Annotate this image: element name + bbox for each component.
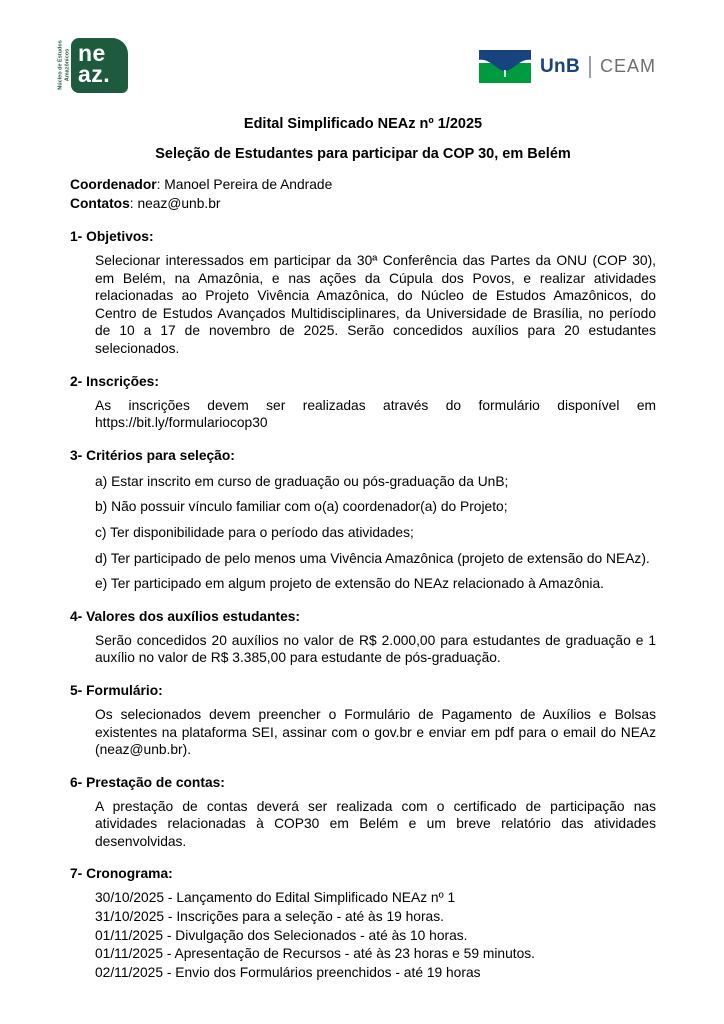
neaz-side-line2: Amazônicos: [63, 48, 70, 82]
contact-block: [70, 176, 656, 213]
section-body: A prestação de contas deverá ser realizada com o certificado de participação nas atividades relacionadas à COP30 em Belém e um breve relatório das atividades desenvolvidas.: [95, 798, 656, 849]
section-heading: 3- Critérios para seleção:: [70, 447, 235, 463]
coordinator-label: Coordenador: [70, 177, 157, 192]
section-criterios: [70, 447, 656, 593]
logo-divider: [589, 56, 591, 78]
schedule-line: 01/11/2025 - Apresentação de Recursos - até às 23 horas e 59 minutos.: [95, 946, 535, 962]
criteria-item-d: d) Ter participado de pelo menos uma Vivência Amazônica (projeto de extensão do NEAz).: [95, 550, 650, 566]
section-prestacao: [70, 774, 656, 851]
schedule-line: 01/11/2025 - Divulgação dos Selecionados - até às 10 horas.: [95, 927, 468, 943]
neaz-logo-line1: ne: [78, 39, 106, 66]
section-body-line: As inscrições devem ser realizadas através do formulário disponível em: [95, 397, 656, 413]
contacts-line: [70, 195, 656, 214]
section-body: Serão concedidos 20 auxílios no valor de R$ 2.000,00 para estudantes de graduação e 1 auxílio no valor de R$ 3.385,00 para estudante de pós-graduação.: [95, 632, 656, 666]
form-url: https://bit.ly/formulariocop30: [95, 415, 268, 431]
neaz-logo-icon: [71, 38, 128, 93]
ceam-wordmark: CEAM: [599, 56, 656, 76]
coordinator-value: : Manoel Pereira de Andrade: [156, 177, 333, 192]
section-heading: 1- Objetivos:: [70, 229, 154, 244]
neaz-side-line1: Núcleo de Estudos: [57, 40, 63, 90]
neaz-logo-side-text: [56, 37, 71, 93]
neaz-logo: [56, 37, 128, 93]
criteria-item-a: a) Estar inscrito em curso de graduação ou pós-graduação da UnB;: [95, 473, 509, 489]
section-body: Selecionar interessados em participar da 30ª Conferência das Partes da ONU (COP 30), em Belém, na Amazônia, e nas ações da Cúpula dos Povos, e realizar atividades relacionadas ao Projeto Vivência Amazônica, do Núcleo de Estudos Amazônicos, do Centro de Estudos Avançados Multidisciplinares, da Universidade de Brasília, no período de 10 a 17 de novembro de 2025. Serão concedidos auxílios para 20 estudantes selecionados.: [95, 253, 656, 356]
section-inscricoes: [70, 373, 656, 432]
criteria-item-c: c) Ter disponibilidade para o período das atividades;: [95, 524, 414, 540]
section-heading: 4- Valores dos auxílios estudantes:: [70, 608, 301, 624]
contacts-label: Contatos: [70, 195, 130, 211]
contacts-value: : neaz@unb.br: [129, 195, 221, 211]
section-heading: 6- Prestação de contas:: [70, 774, 225, 790]
neaz-logo-line2: az.: [78, 60, 111, 87]
section-heading: 2- Inscrições:: [70, 373, 159, 389]
page-header: [57, 37, 656, 97]
edital-title: Edital Simplificado NEAz nº 1/2025: [243, 116, 483, 132]
coordinator-line: [70, 176, 656, 195]
section-formulario: [70, 682, 656, 759]
unb-symbol-icon: [479, 50, 531, 83]
section-heading: 5- Formulário:: [70, 682, 163, 698]
section-body: Os selecionados devem preencher o Formulário de Pagamento de Auxílios e Bolsas existentes na plataforma SEI, assinar com o gov.br e enviar em pdf para o email do NEAz (neaz@unb.br).: [95, 706, 656, 758]
schedule-line: 30/10/2025 - Lançamento do Edital Simplificado NEAz nº 1: [95, 890, 456, 906]
section-objetivos: [70, 228, 656, 358]
edital-subtitle: Seleção de Estudantes para participar da COP 30, em Belém: [155, 146, 571, 162]
unb-ceam-logo: [479, 50, 656, 83]
schedule-line: 31/10/2025 - Inscrições para a seleção - até às 19 horas.: [95, 909, 444, 925]
section-valores: [70, 608, 656, 667]
title-block: [70, 109, 656, 169]
schedule-line: 02/11/2025 - Envio dos Formulários preenchidos - até 19 horas: [95, 964, 481, 980]
section-heading: 7- Cronograma:: [70, 866, 173, 882]
criteria-item-b: b) Não possuir vínculo familiar com o(a) coordenador(a) do Projeto;: [95, 499, 508, 515]
criteria-item-e: e) Ter participado em algum projeto de extensão do NEAz relacionado à Amazônia.: [95, 576, 604, 592]
unb-wordmark: UnB: [540, 55, 580, 77]
section-cronograma: [70, 865, 656, 982]
schedule-list: [95, 889, 656, 982]
